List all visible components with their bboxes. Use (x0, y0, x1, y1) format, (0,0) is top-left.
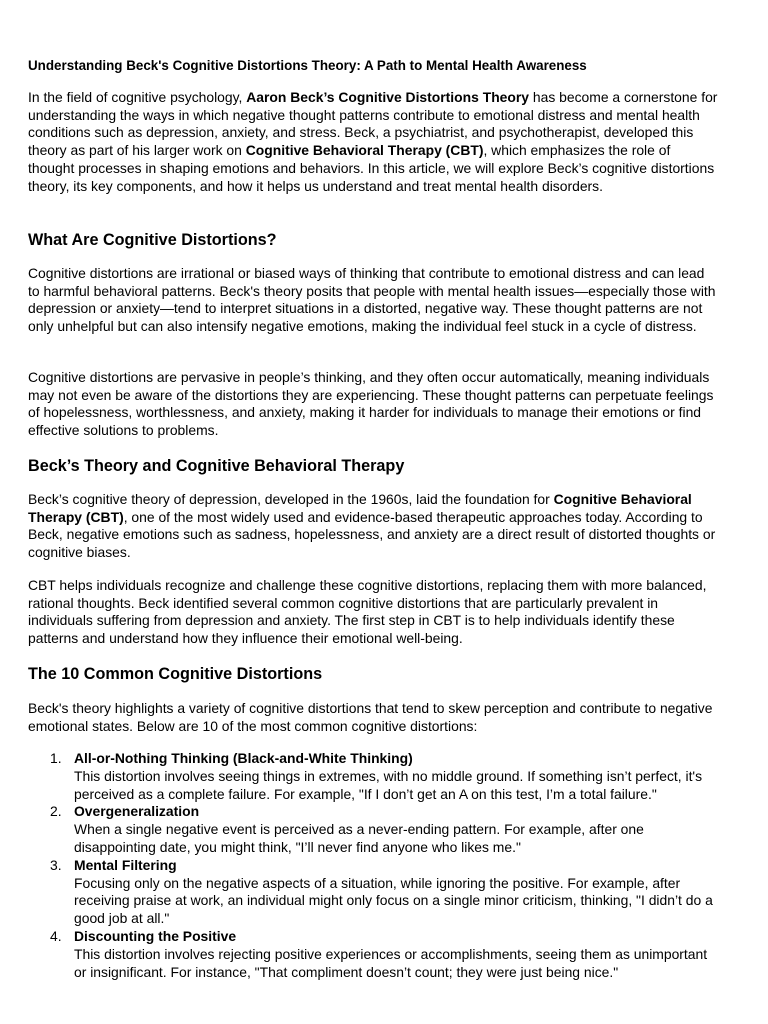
section1-paragraph-1: Cognitive distortions are irrational or biased ways of thinking that contribute to emotional distress and can lead to harmful behavioral patterns. Beck's theory posits that people with mental health issues—especially those with depression or anxiety—tend to interpret situations in a distorted, negative way. These thought patterns are not only unhelpful but can also intensify negative emotions, making the individual feel stuck in a cycle of distress. (28, 265, 716, 335)
heading-what-are-distortions: What Are Cognitive Distortions? (28, 231, 277, 249)
list-item-description: This distortion involves seeing things in extremes, with no middle ground. If something isn’t perfect, it's perceived as a complete failure. For example, "If I don’t get an A on this test, I’m a total failure." (74, 767, 703, 802)
section2-text-2: , one of the most widely used and evidence-based therapeutic approaches today. According to Beck, negative emotions such as sadness, hopelessness, and anxiety are a direct result of distorted thoughts or cognitive biases. (28, 508, 716, 561)
heading-becks-theory-cbt: Beck’s Theory and Cognitive Behavioral Therapy (28, 457, 405, 475)
section2-paragraph-1 (28, 491, 718, 562)
document-title: Understanding Beck's Cognitive Distortions Theory: A Path to Mental Health Awareness (28, 58, 587, 73)
intro-text-3: , which emphasizes the role of thought processes in shaping emotions and behaviors. In this article, we will explore Beck’s cognitive distortions theory, its key components, and how it helps us understand and treat mental health disorders. (28, 142, 715, 194)
list-item (28, 928, 718, 981)
intro-paragraph (28, 89, 718, 195)
intro-bold-cbt: Cognitive Behavioral Therapy (CBT) (245, 142, 484, 159)
distortions-list (28, 750, 718, 981)
list-item-term: Mental Filtering (74, 856, 177, 873)
list-item-number: 3. (50, 856, 62, 873)
list-item-number: 1. (50, 750, 62, 766)
section2-bold-cbt: Cognitive Behavioral Therapy (CBT) (28, 491, 692, 525)
list-item-number: 4. (50, 927, 62, 944)
list-item-description: Focusing only on the negative aspects of a situation, while ignoring the positive. For example, after receiving praise at work, an individual might only focus on a single minor criticism, thinking, "I didn’t do a good job at all." (74, 874, 713, 927)
section1-paragraph-2: Cognitive distortions are pervasive in people’s thinking, and they often occur automatically, meaning individuals may not even be aware of the distortions they are experiencing. These thought patterns can perpetuate feelings of hopelessness, worthlessness, and anxiety, making it harder for individuals to manage their emotions or find effective solutions to problems. (28, 369, 714, 439)
intro-bold-theory: Aaron Beck’s Cognitive Distortions Theory (246, 89, 530, 105)
section3-paragraph-1: Beck's theory highlights a variety of cognitive distortions that tend to skew perception and contribute to negative emotional states. Below are 10 of the most common cognitive distortions: (28, 700, 713, 734)
list-item-term: Discounting the Positive (74, 927, 237, 944)
list-item-term: All-or-Nothing Thinking (Black-and-White Thinking) (74, 750, 413, 766)
list-item-description: When a single negative event is perceived as a never-ending pattern. For example, after one disappointing date, you might think, "I’ll never find anyone who likes me." (74, 821, 644, 855)
list-item (28, 857, 718, 928)
list-item-description: This distortion involves rejecting positive experiences or accomplishments, seeing them as unimportant or insignificant. For instance, "That compliment doesn’t count; they were just being nice." (74, 945, 708, 980)
section2-text-1: Beck’s cognitive theory of depression, developed in the 1960s, laid the foundation for (28, 491, 554, 507)
list-item (28, 803, 718, 856)
list-item (28, 750, 718, 803)
list-item-term: Overgeneralization (74, 803, 200, 820)
intro-text-2: has become a cornerstone for understanding the ways in which negative thought patterns contribute to emotional distress and mental health conditions such as depression, anxiety, and stress. Beck, a psychiatrist, and psychotherapist, developed this theory as part of his larger work on (28, 89, 718, 159)
heading-ten-distortions: The 10 Common Cognitive Distortions (28, 665, 323, 683)
section2-paragraph-2: CBT helps individuals recognize and challenge these cognitive distortions, replacing them with more balanced, rational thoughts. Beck identified several common cognitive distortions that are particularly prevalent in individuals suffering from depression and anxiety. The first step in CBT is to help individuals identify these patterns and understand how they influence their emotional well-being. (28, 577, 707, 647)
list-item-number: 2. (50, 803, 62, 820)
intro-text-1: In the field of cognitive psychology, (28, 89, 247, 105)
